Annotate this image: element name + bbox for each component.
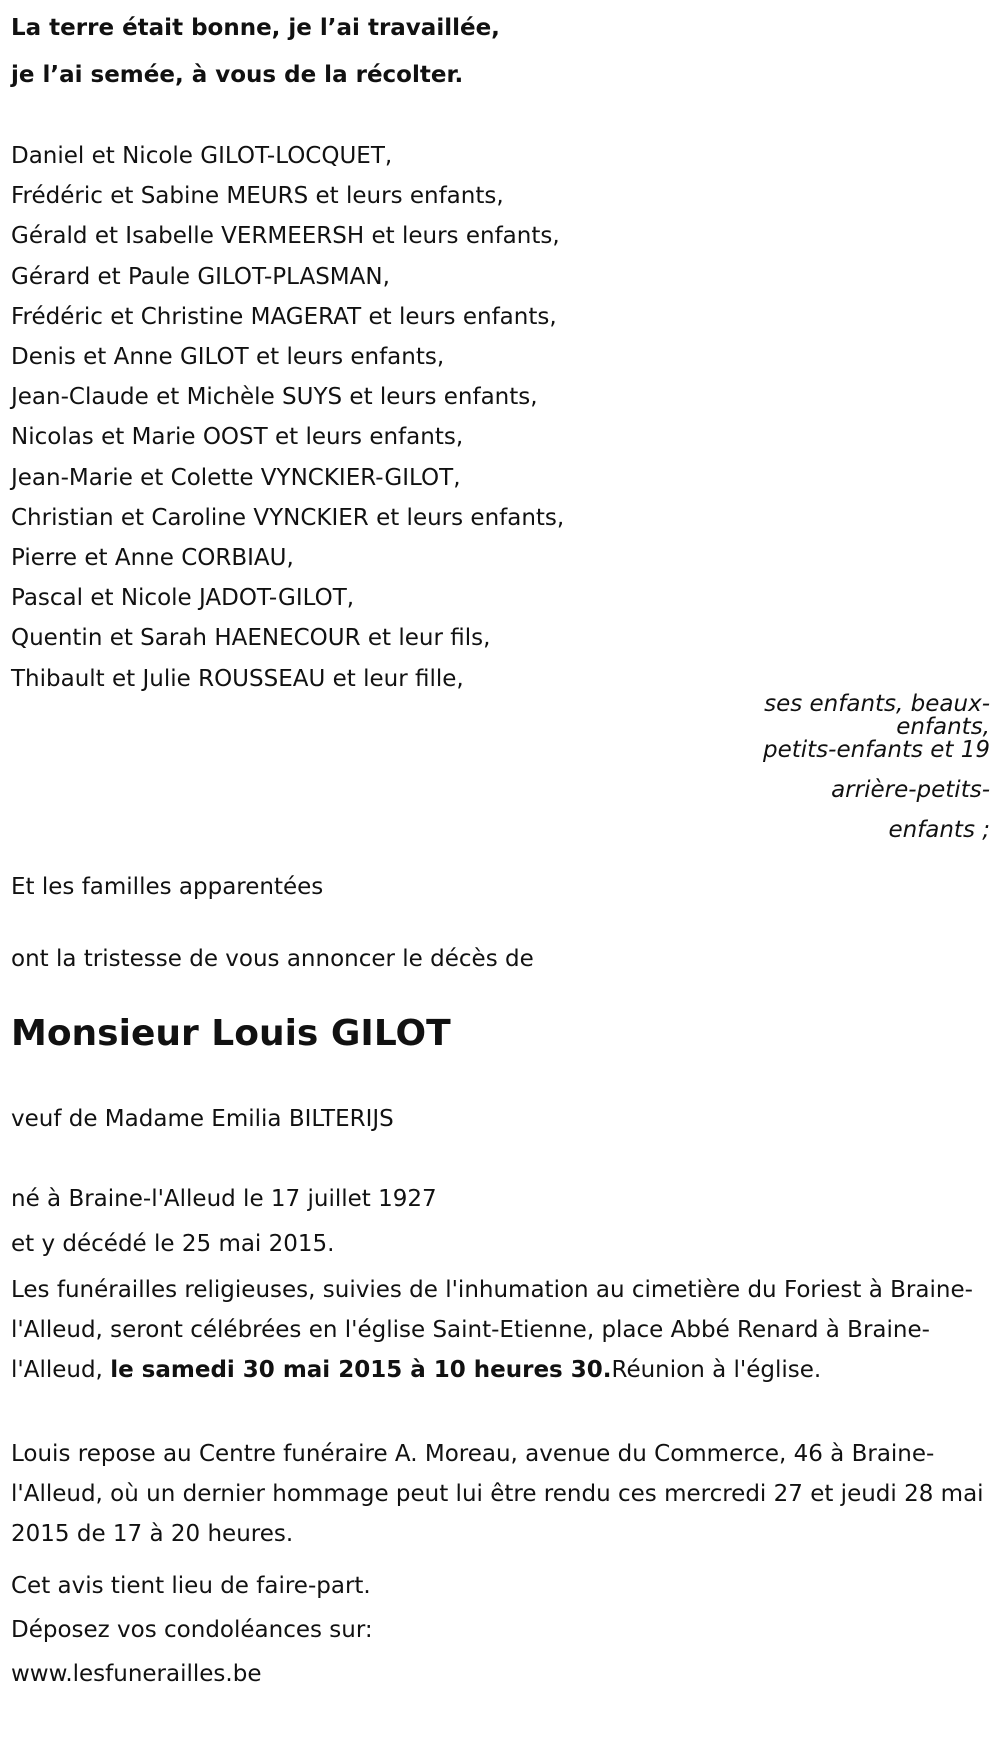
epitaph-line-1: La terre était bonne, je l’ai travaillée,: [11, 15, 500, 41]
family-entry: Denis et Anne GILOT et leurs enfants,: [11, 344, 445, 371]
funeral-meeting: Réunion à l'église.: [611, 1357, 822, 1383]
family-entry: Gérard et Paule GILOT-PLASMAN,: [11, 263, 390, 290]
death-info: et y décédé le 25 mai 2015.: [11, 1231, 335, 1257]
relationship-note: [690, 684, 990, 850]
notice-text: Cet avis tient lieu de faire-part.: [11, 1573, 371, 1599]
relationship-row: enfants,: [896, 714, 990, 740]
relationship-row: ses enfants, beaux-: [764, 691, 990, 717]
relationship-row: enfants ;: [888, 817, 990, 843]
epitaph-line-2: je l’ai semée, à vous de la récolter.: [11, 62, 464, 88]
related-families: Et les familles apparentées: [11, 874, 324, 900]
family-entry: Frédéric et Christine MAGERAT et leurs enfants,: [11, 303, 557, 330]
family-entry: Quentin et Sarah HAENECOUR et leur fils,: [11, 625, 491, 652]
relationship-row: arrière-petits-: [831, 777, 990, 803]
funeral-details: [11, 1270, 991, 1390]
funeral-text: Les funérailles religieuses, suivies de l'inhumation au cimetière du Foriest à Braine-l'Alleud, seront célébrées en l'église Saint-Etienne, place Abbé Renard à Braine-l'Alleud,: [11, 1277, 973, 1383]
family-entry: Pierre et Anne CORBIAU,: [11, 545, 294, 572]
birth-info: né à Braine-l'Alleud le 17 juillet 1927: [11, 1186, 437, 1212]
relationship-row: petits-enfants et 19: [762, 737, 990, 763]
announcement-text: ont la tristesse de vous annoncer le décès de: [11, 946, 534, 972]
family-entry: Gérald et Isabelle VERMEERSH et leurs enfants,: [11, 223, 560, 250]
family-entry: Jean-Marie et Colette VYNCKIER-GILOT,: [11, 464, 461, 491]
repose-details: Louis repose au Centre funéraire A. Moreau, avenue du Commerce, 46 à Braine-l'Alleud, où un dernier hommage peut lui être rendu ces mercredi 27 et jeudi 28 mai 2015 de 17 à 20 heures.: [11, 1441, 984, 1547]
family-entry: Pascal et Nicole JADOT-GILOT,: [11, 585, 355, 612]
family-entry: Frédéric et Sabine MEURS et leurs enfants,: [11, 183, 504, 210]
family-entry: Daniel et Nicole GILOT-LOCQUET,: [11, 143, 393, 169]
condolences-label: Déposez vos condoléances sur:: [11, 1617, 373, 1643]
funeral-date: le samedi 30 mai 2015 à 10 heures 30.: [110, 1357, 612, 1383]
family-entry: Nicolas et Marie OOST et leurs enfants,: [11, 424, 464, 451]
website-link[interactable]: www.lesfunerailles.be: [11, 1661, 262, 1687]
family-entry: Jean-Claude et Michèle SUYS et leurs enfants,: [11, 384, 538, 411]
family-entry: Christian et Caroline VYNCKIER et leurs enfants,: [11, 504, 565, 531]
family-list: [11, 136, 564, 699]
widower-of: veuf de Madame Emilia BILTERIJS: [11, 1106, 394, 1132]
deceased-name: Monsieur Louis GILOT: [11, 1013, 451, 1054]
family-entry: Thibault et Julie ROUSSEAU et leur fille,: [11, 665, 464, 692]
